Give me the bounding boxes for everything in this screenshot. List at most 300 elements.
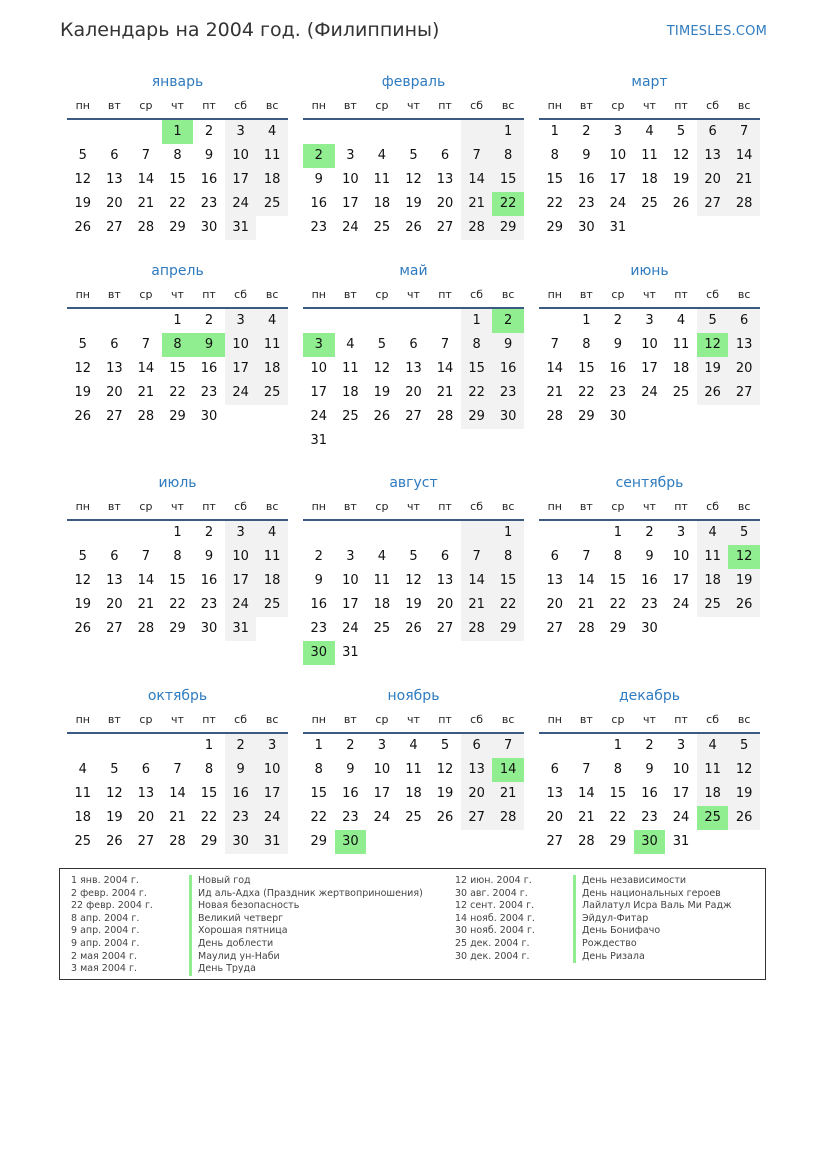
day-cell: 29 [609,834,627,849]
weekday-label: пт [674,288,688,301]
weekday-label: пн [547,99,562,112]
day-cell: 7 [728,120,760,144]
weekday-label: ср [611,288,625,301]
legend-date: 30 авг. 2004 г. [455,887,528,899]
day-cell: 6 [110,337,119,352]
day-cell: 25 [256,593,288,617]
day-cell: 4 [256,309,288,333]
weekday-label: вт [343,500,357,513]
day-cell: 5 [377,337,387,352]
day-cell: 27 [461,806,493,830]
legend-date: 30 нояб. 2004 г. [455,925,535,937]
day-cell: 15 [546,172,564,187]
weekday-label: сб [234,500,248,513]
weekday-label: вс [265,99,279,112]
empty-cell [429,830,461,854]
legend-row [71,888,423,901]
day-cell: 21 [728,168,760,192]
day-cell: 11 [373,172,391,187]
day-cell: 27 [137,834,155,849]
day-cell: 20 [436,597,454,612]
day-cell: 24 [310,409,328,424]
day-grid [303,734,524,854]
day-cell: 6 [697,120,729,144]
empty-cell [728,216,760,240]
day-cell: 29 [169,409,186,424]
empty-cell [665,617,697,641]
day-cell: 28 [578,834,595,849]
empty-cell [99,309,131,333]
day-cell: 7 [141,549,151,564]
day-cell: 18 [74,810,92,825]
day-cell: 16 [310,196,328,211]
empty-cell [697,216,729,240]
weekday-label: пн [311,99,326,112]
day-cell: 6 [728,309,760,333]
day-cell: 9 [645,762,654,777]
day-cell: 1 [613,738,623,753]
day-cell: 26 [74,220,92,235]
day-cell: 19 [436,786,454,801]
day-cell: 12 [728,758,760,782]
day-cell: 1 [173,525,182,540]
day-cell: 13 [728,333,760,357]
day-cell: 29 [546,220,564,235]
day-cell: 11 [256,333,288,357]
month-block [303,70,524,240]
day-cell: 24 [609,196,627,211]
day-cell: 4 [256,521,288,545]
day-cell: 7 [173,762,182,777]
empty-cell [634,405,666,429]
empty-cell [67,734,99,758]
empty-cell [67,521,99,545]
weekday-label: ср [139,713,153,726]
legend-date: 2 мая 2004 г. [71,950,137,962]
day-cell: 1 [162,120,194,144]
day-cell: 14 [578,573,595,588]
day-cell: 24 [342,621,359,636]
day-cell: 29 [200,834,218,849]
day-cell: 26 [697,381,729,405]
day-cell: 10 [342,172,359,187]
day-cell: 30 [225,830,257,854]
day-cell: 2 [204,124,214,139]
day-cell: 28 [461,216,493,240]
day-cell: 10 [672,549,690,564]
day-cell: 20 [106,196,123,211]
day-cell: 30 [641,621,658,636]
day-cell: 30 [609,409,627,424]
day-cell: 1 [461,309,493,333]
day-cell: 16 [200,573,218,588]
day-cell: 14 [137,361,155,376]
day-cell: 5 [697,309,729,333]
weekday-label: ср [611,500,625,513]
empty-cell [571,734,603,758]
empty-cell [335,429,367,453]
weekday-header [539,283,760,309]
legend-row [71,913,423,926]
day-cell: 11 [641,148,658,163]
day-cell: 5 [409,549,418,564]
day-cell: 25 [373,220,391,235]
day-cell: 5 [676,124,686,139]
day-cell: 11 [256,144,288,168]
day-cell: 18 [256,168,288,192]
day-cell: 9 [346,762,355,777]
empty-cell [366,521,398,545]
day-cell: 5 [78,337,87,352]
day-cell: 9 [204,549,214,564]
legend-column-right [455,875,732,963]
day-cell: 3 [225,309,257,333]
day-cell: 24 [256,806,288,830]
brand-link[interactable]: TIMESLES.COM [666,24,767,39]
day-cell: 29 [169,220,186,235]
day-cell: 29 [492,617,524,641]
day-cell: 11 [373,573,391,588]
weekday-label: вс [737,288,751,301]
day-cell: 17 [672,786,690,801]
empty-cell [571,521,603,545]
day-cell: 7 [461,545,493,569]
day-grid [539,521,760,641]
day-cell: 7 [582,762,591,777]
day-cell: 8 [492,144,524,168]
day-cell: 22 [609,810,627,825]
day-cell: 12 [436,762,454,777]
day-cell: 18 [697,782,729,806]
day-cell: 11 [342,361,359,376]
day-cell: 18 [697,569,729,593]
weekday-label: пт [674,500,688,513]
day-cell: 31 [256,830,288,854]
day-grid [539,120,760,240]
day-cell: 21 [137,196,155,211]
day-cell: 14 [546,361,564,376]
day-cell: 25 [672,385,690,400]
empty-cell [398,641,430,665]
day-grid [303,521,524,665]
month-name: февраль [381,74,446,90]
empty-cell [429,429,461,453]
weekday-label: пн [311,288,326,301]
weekday-label: чт [407,500,420,513]
empty-cell [634,216,666,240]
weekday-label: вс [501,713,515,726]
empty-cell [130,120,162,144]
day-cell: 30 [634,830,666,854]
weekday-label: вс [265,288,279,301]
day-cell: 3 [676,738,686,753]
day-cell: 30 [492,405,524,429]
day-cell: 9 [582,148,591,163]
legend-holiday-name: Хорошая пятница [189,925,288,938]
day-cell: 11 [256,545,288,569]
day-cell: 10 [256,758,288,782]
day-grid [539,309,760,429]
weekday-header [67,708,288,734]
day-cell: 8 [162,333,194,357]
day-cell: 14 [461,569,493,593]
day-cell: 31 [609,220,627,235]
day-cell: 21 [578,597,595,612]
day-cell: 26 [106,834,123,849]
weekday-label: пн [311,500,326,513]
day-cell: 21 [137,385,155,400]
day-cell: 18 [641,172,658,187]
day-cell: 20 [405,385,422,400]
day-cell: 17 [310,385,328,400]
day-cell: 20 [106,597,123,612]
weekday-label: ср [611,99,625,112]
weekday-label: чт [407,99,420,112]
empty-cell [492,429,524,453]
weekday-label: вс [737,713,751,726]
day-cell: 23 [200,385,218,400]
day-cell: 8 [550,148,559,163]
weekday-label: пн [547,713,562,726]
weekday-label: чт [171,288,184,301]
day-cell: 22 [492,192,524,216]
empty-cell [303,521,335,545]
month-name: апрель [151,263,204,279]
day-cell: 19 [405,597,422,612]
day-cell: 26 [728,593,760,617]
weekday-label: ср [375,500,389,513]
day-cell: 18 [342,385,359,400]
month-name: июль [158,475,197,491]
empty-cell [366,429,398,453]
day-cell: 4 [645,124,654,139]
day-cell: 7 [582,549,591,564]
empty-cell [256,216,288,240]
day-cell: 2 [314,549,323,564]
empty-cell [492,830,524,854]
month-name: декабрь [618,688,681,704]
day-cell: 28 [546,409,564,424]
day-cell: 22 [609,597,627,612]
day-cell: 13 [436,172,454,187]
weekday-label: сб [706,99,720,112]
day-cell: 3 [256,734,288,758]
day-cell: 26 [728,806,760,830]
weekday-label: вт [343,713,357,726]
day-cell: 17 [641,361,658,376]
empty-cell [99,120,131,144]
day-cell: 16 [609,361,627,376]
day-cell: 29 [609,621,627,636]
empty-cell [461,641,493,665]
day-cell: 31 [310,433,328,448]
empty-cell [303,120,335,144]
weekday-label: ср [139,500,153,513]
empty-cell [429,641,461,665]
day-cell: 30 [335,830,367,854]
weekday-label: пт [438,500,452,513]
legend-date: 30 дек. 2004 г. [455,950,530,962]
empty-cell [335,120,367,144]
day-cell: 6 [461,734,493,758]
weekday-label: вт [579,99,593,112]
day-cell: 10 [609,148,627,163]
day-cell: 24 [373,810,391,825]
legend-holiday-name: Рождество [573,938,637,951]
day-cell: 10 [225,144,257,168]
day-cell: 14 [169,786,186,801]
day-cell: 24 [672,597,690,612]
day-cell: 23 [609,385,627,400]
empty-cell [665,405,697,429]
weekday-label: ср [611,713,625,726]
day-cell: 2 [204,525,214,540]
legend-row [71,938,423,951]
day-cell: 10 [225,545,257,569]
day-cell: 22 [169,196,186,211]
day-cell: 31 [225,216,257,240]
day-cell: 3 [225,120,257,144]
empty-cell [162,734,194,758]
page-title: Календарь на 2004 год. (Филиппины) [60,19,440,41]
day-cell: 2 [225,734,257,758]
legend-row [455,913,732,926]
month-block [539,684,760,854]
weekday-label: пт [438,99,452,112]
weekday-header [303,94,524,120]
day-cell: 11 [405,762,422,777]
weekday-label: сб [470,713,484,726]
day-cell: 27 [697,192,729,216]
empty-cell [398,309,430,333]
weekday-header [303,495,524,521]
day-cell: 28 [492,806,524,830]
day-cell: 18 [373,196,391,211]
day-cell: 3 [676,525,686,540]
weekday-label: вс [501,99,515,112]
day-cell: 26 [373,409,391,424]
day-grid [67,309,288,429]
day-cell: 21 [546,385,564,400]
empty-cell [256,617,288,641]
day-cell: 1 [492,120,524,144]
day-cell: 17 [342,196,359,211]
legend-row [455,925,732,938]
weekday-label: пт [202,288,216,301]
empty-cell [130,521,162,545]
day-cell: 8 [582,337,591,352]
day-cell: 15 [169,172,186,187]
day-cell: 16 [310,597,328,612]
day-cell: 3 [645,313,654,328]
weekday-label: пн [75,500,90,513]
day-cell: 28 [461,617,493,641]
weekday-label: пн [547,500,562,513]
day-cell: 2 [346,738,355,753]
empty-cell [492,641,524,665]
weekday-label: чт [407,288,420,301]
day-cell: 22 [169,597,186,612]
weekday-label: пт [438,288,452,301]
legend-row [71,875,423,888]
empty-cell [67,309,99,333]
day-cell: 19 [672,172,690,187]
day-cell: 21 [137,597,155,612]
empty-cell [335,309,367,333]
legend-date: 8 апр. 2004 г. [71,912,140,924]
day-cell: 5 [78,148,87,163]
day-cell: 2 [613,313,623,328]
day-cell: 14 [436,361,454,376]
day-cell: 20 [546,597,564,612]
day-cell: 14 [461,168,493,192]
day-cell: 20 [436,196,454,211]
day-cell: 25 [74,834,92,849]
day-cell: 1 [613,525,623,540]
day-cell: 15 [609,786,627,801]
day-cell: 16 [225,782,257,806]
day-cell: 9 [645,549,654,564]
day-cell: 20 [137,810,155,825]
day-cell: 4 [676,313,686,328]
day-cell: 8 [314,762,323,777]
day-cell: 18 [256,357,288,381]
day-cell: 2 [582,124,591,139]
day-cell: 15 [609,573,627,588]
legend-holiday-name: День Бонифачо [573,925,660,938]
day-cell: 11 [74,786,92,801]
day-cell: 4 [256,120,288,144]
day-cell: 29 [461,405,493,429]
day-cell: 5 [110,762,119,777]
legend-row [455,900,732,913]
weekday-label: пт [202,713,216,726]
day-cell: 18 [373,597,391,612]
day-cell: 19 [405,196,422,211]
day-cell: 8 [461,333,493,357]
day-cell: 14 [728,144,760,168]
month-name: октябрь [147,688,208,704]
weekday-label: сб [234,288,248,301]
day-cell: 15 [200,786,218,801]
weekday-label: вс [501,500,515,513]
day-cell: 14 [137,172,155,187]
weekday-label: вт [107,99,121,112]
day-cell: 13 [106,172,123,187]
legend-date: 9 апр. 2004 г. [71,937,140,949]
day-cell: 25 [405,810,422,825]
day-cell: 19 [74,385,92,400]
day-cell: 3 [377,738,387,753]
weekday-label: вт [107,500,121,513]
day-cell: 28 [728,192,760,216]
empty-cell [665,216,697,240]
weekday-label: чт [643,288,656,301]
day-cell: 7 [440,337,450,352]
day-cell: 7 [461,144,493,168]
day-cell: 27 [106,220,123,235]
weekday-label: чт [643,99,656,112]
day-grid [67,734,288,854]
weekday-label: ср [375,713,389,726]
day-cell: 29 [310,834,328,849]
day-cell: 12 [74,573,92,588]
day-cell: 29 [169,621,186,636]
empty-cell [728,830,760,854]
day-cell: 4 [377,148,387,163]
day-cell: 26 [436,810,454,825]
empty-cell [461,830,493,854]
